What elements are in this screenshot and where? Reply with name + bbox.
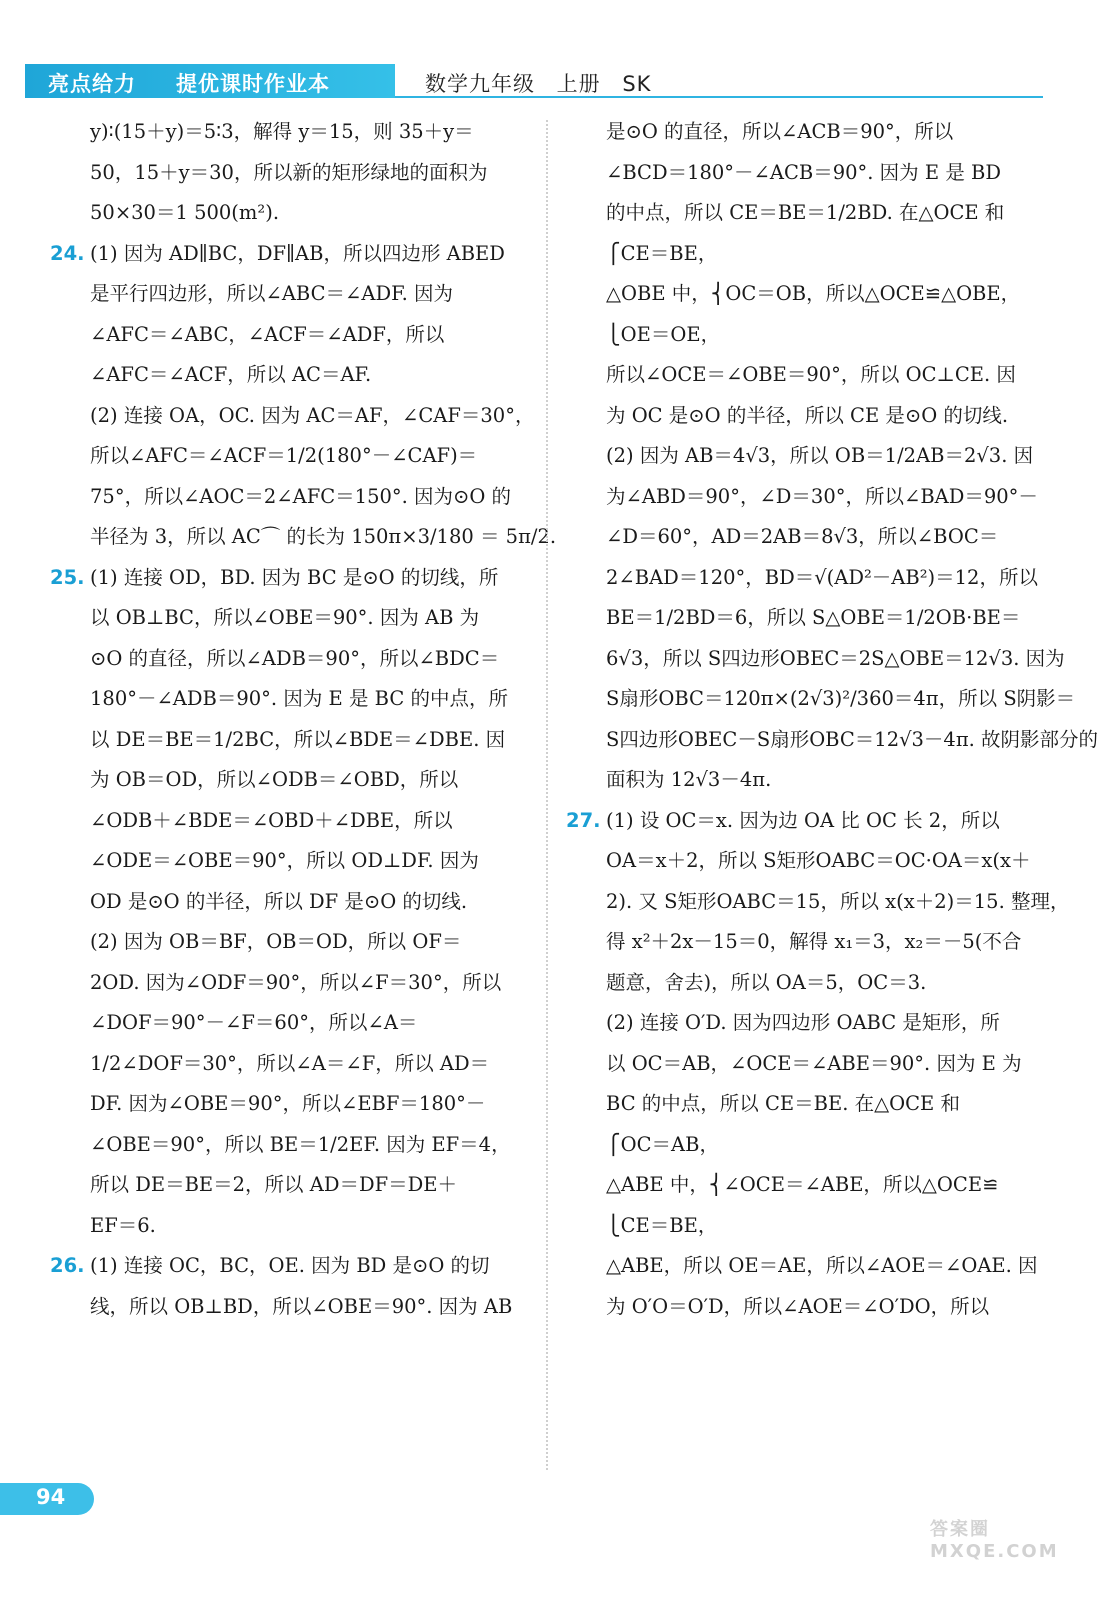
- answer-text: ∠D＝60°，AD＝2AB＝8√3，所以∠BOC＝: [606, 525, 999, 548]
- answer-text: 2∠BAD＝120°，BD＝√(AD²－AB²)＝12，所以: [606, 565, 1038, 589]
- question-number: 24.: [50, 241, 85, 265]
- text-line: [566, 1044, 1044, 1085]
- right-column: [566, 112, 1098, 1327]
- text-line: [50, 760, 528, 801]
- text-line: [566, 639, 1065, 680]
- text-line: [566, 558, 1044, 599]
- answer-text: 是平行四边形，所以∠ABC＝∠ADF. 因为: [90, 282, 453, 305]
- text-line: [50, 801, 528, 842]
- answer-text: (1) 连接 OC，BC，OE. 因为 BD 是⊙O 的切: [90, 1254, 490, 1277]
- answer-text: (2) 因为 AB＝4√3，所以 OB＝1/2AB＝2√3. 因: [606, 444, 1034, 467]
- text-line: [566, 1206, 1044, 1247]
- text-line: [50, 598, 528, 639]
- text-line: [566, 598, 1044, 639]
- answer-text: S扇形OBC＝120π×(2√3)²/360＝4π，所以 S阴影＝: [606, 687, 1076, 710]
- text-line: [566, 922, 1044, 963]
- answer-text: OD 是⊙O 的半径，所以 DF 是⊙O 的切线.: [90, 889, 468, 913]
- answer-text: 面积为 12√3－4π.: [606, 768, 772, 791]
- answer-text: 为 O′O＝O′D，所以∠AOE＝∠O′DO，所以: [606, 1294, 990, 1318]
- text-line: [50, 517, 557, 558]
- text-line: [566, 477, 1044, 518]
- text-line: [566, 963, 1044, 1004]
- answer-text: ∠ODE＝∠OBE＝90°，所以 OD⊥DF. 因为: [90, 849, 479, 872]
- text-line: [566, 112, 1044, 153]
- answer-text: 半径为 3，所以 AC⌒ 的长为 150π×3/180 ＝ 5π/2.: [90, 525, 557, 548]
- answer-text: △ABE 中，⎨∠OCE＝∠ABE，所以△OCE≌: [606, 1173, 999, 1196]
- page-header: [0, 58, 1068, 102]
- answer-text: 得 x²＋2x－15＝0，解得 x₁＝3，x₂＝－5(不合: [606, 930, 1022, 953]
- answer-text: 50×30＝1 500(m²).: [90, 201, 280, 224]
- answer-text: y)∶(15＋y)＝5∶3，解得 y＝15，则 35＋y＝: [90, 120, 474, 143]
- answer-text: 50，15＋y＝30，所以新的矩形绿地的面积为: [90, 160, 488, 184]
- text-line: [50, 1084, 528, 1125]
- text-line: [50, 1287, 528, 1328]
- text-line: [50, 922, 528, 963]
- answer-text: 75°，所以∠AOC＝2∠AFC＝150°. 因为⊙O 的: [90, 484, 512, 508]
- answer-text: 所以∠OCE＝∠OBE＝90°，所以 OC⊥CE. 因: [606, 363, 1016, 386]
- text-line: [50, 234, 528, 275]
- text-line: [50, 436, 528, 477]
- answer-text: S四边形OBEC－S扇形OBC＝12√3－4π. 故阴影部分的: [606, 727, 1098, 751]
- text-line: [50, 1003, 528, 1044]
- text-line: [566, 1125, 1044, 1166]
- answer-text: (1) 因为 AD∥BC，DF∥AB，所以四边形 ABED: [90, 241, 505, 265]
- answer-text: 180°－∠ADB＝90°. 因为 E 是 BC 的中点，所: [90, 687, 508, 710]
- text-line: [566, 436, 1044, 477]
- answer-text: 1/2∠DOF＝30°，所以∠A＝∠F，所以 AD＝: [90, 1051, 490, 1075]
- question-number: 26.: [50, 1254, 85, 1277]
- answer-text: 的中点，所以 CE＝BE＝1/2BD. 在△OCE 和: [606, 201, 1005, 224]
- answer-text: △OBE 中，⎨OC＝OB，所以△OCE≌△OBE，: [606, 282, 1021, 305]
- answer-text: (1) 设 OC＝x. 因为边 OA 比 OC 长 2，所以: [606, 808, 1000, 832]
- text-line: [566, 720, 1098, 761]
- answer-text: ⎧CE＝BE，: [606, 241, 718, 265]
- text-line: [566, 841, 1044, 882]
- question-number: 25.: [50, 565, 85, 589]
- answer-text: (1) 连接 OD，BD. 因为 BC 是⊙O 的切线，所: [90, 565, 499, 589]
- page-number: 94: [36, 1485, 66, 1509]
- text-line: [566, 274, 1044, 315]
- answer-text: ∠ODB＋∠BDE＝∠OBD＋∠DBE，所以: [90, 808, 453, 832]
- text-line: [566, 517, 1044, 558]
- text-line: [566, 234, 1044, 275]
- text-line: [50, 153, 528, 194]
- answer-text: (2) 连接 OA，OC. 因为 AC＝AF，∠CAF＝30°，: [90, 403, 535, 427]
- answer-text: DF. 因为∠OBE＝90°，所以∠EBF＝180°－: [90, 1092, 486, 1115]
- answer-text: EF＝6.: [90, 1213, 156, 1237]
- text-line: [50, 882, 528, 923]
- answer-text: 题意，舍去)，所以 OA＝5，OC＝3.: [606, 970, 927, 994]
- answer-text: △ABE，所以 OE＝AE，所以∠AOE＝∠OAE. 因: [606, 1254, 1038, 1277]
- answer-text: ∠OBE＝90°，所以 BE＝1/2EF. 因为 EF＝4，: [90, 1132, 511, 1156]
- answer-text: 以 OC＝AB，∠OCE＝∠ABE＝90°. 因为 E 为: [606, 1051, 1022, 1075]
- answer-text: 为 OC 是⊙O 的半径，所以 CE 是⊙O 的切线.: [606, 403, 1009, 427]
- text-line: [50, 1246, 528, 1287]
- text-line: [50, 841, 528, 882]
- text-line: [566, 1003, 1044, 1044]
- left-column: [50, 112, 557, 1327]
- answer-text: 所以 DE＝BE＝2，所以 AD＝DF＝DE＋: [90, 1173, 457, 1196]
- answer-text: BE＝1/2BD＝6，所以 S△OBE＝1/2OB·BE＝: [606, 606, 1021, 629]
- text-line: [50, 558, 528, 599]
- answer-text: 线，所以 OB⊥BD，所以∠OBE＝90°. 因为 AB: [90, 1294, 513, 1318]
- answer-text: BC 的中点，所以 CE＝BE. 在△OCE 和: [606, 1092, 960, 1115]
- answer-text: (2) 连接 O′D. 因为四边形 OABC 是矩形，所: [606, 1011, 1000, 1034]
- question-number: 27.: [566, 808, 601, 832]
- answer-text: 6√3，所以 S四边形OBEC＝2S△OBE＝12√3. 因为: [606, 646, 1065, 670]
- text-line: [566, 396, 1044, 437]
- answer-text: 为 OB＝OD，所以∠ODB＝∠OBD，所以: [90, 768, 459, 791]
- text-line: [566, 801, 1044, 842]
- answer-text: 以 OB⊥BC，所以∠OBE＝90°. 因为 AB 为: [90, 606, 480, 629]
- text-line: [50, 315, 528, 356]
- text-line: [50, 679, 528, 720]
- answer-text: 2OD. 因为∠ODF＝90°，所以∠F＝30°，所以: [90, 970, 502, 994]
- text-line: [566, 193, 1044, 234]
- text-line: [50, 1206, 528, 1247]
- text-line: [566, 882, 1070, 923]
- answer-text: ∠BCD＝180°－∠ACB＝90°. 因为 E 是 BD: [606, 160, 1001, 184]
- answer-text: 为∠ABD＝90°，∠D＝30°，所以∠BAD＝90°－: [606, 484, 1038, 508]
- answer-text: ∠DOF＝90°－∠F＝60°，所以∠A＝: [90, 1011, 418, 1034]
- answer-text: ⎩OE＝OE，: [606, 322, 721, 346]
- text-line: [50, 355, 528, 396]
- text-line: [566, 355, 1044, 396]
- answer-text: 所以∠AFC＝∠ACF＝1/2(180°－∠CAF)＝: [90, 444, 478, 467]
- text-line: [50, 1125, 528, 1166]
- text-line: [50, 193, 528, 234]
- text-line: [50, 396, 535, 437]
- text-line: [566, 1165, 1044, 1206]
- answer-text: 是⊙O 的直径，所以∠ACB＝90°，所以: [606, 120, 954, 143]
- text-line: [566, 1246, 1044, 1287]
- text-line: [50, 1165, 528, 1206]
- text-line: [566, 153, 1044, 194]
- answer-text: OA＝x＋2，所以 S矩形OABC＝OC·OA＝x(x＋: [606, 849, 1031, 872]
- answer-text: (2) 因为 OB＝BF，OB＝OD，所以 OF＝: [90, 930, 462, 953]
- answer-text: ⎩CE＝BE，: [606, 1213, 718, 1237]
- answer-text: ∠AFC＝∠ACF，所以 AC＝AF.: [90, 363, 372, 386]
- text-line: [566, 679, 1076, 720]
- answer-text: 以 DE＝BE＝1/2BC，所以∠BDE＝∠DBE. 因: [90, 727, 506, 751]
- brand-title: 亮点给力: [48, 72, 136, 96]
- text-line: [566, 1084, 1044, 1125]
- answer-text: ⎧OC＝AB，: [606, 1132, 719, 1156]
- column-divider: [546, 120, 548, 1470]
- header-rule: [395, 96, 1043, 98]
- text-line: [50, 274, 528, 315]
- text-line: [50, 639, 528, 680]
- text-line: [566, 760, 1044, 801]
- text-line: [50, 477, 528, 518]
- answer-text: ⊙O 的直径，所以∠ADB＝90°，所以∠BDC＝: [90, 646, 500, 670]
- watermark: 答案圈 MXQE.COM: [930, 1519, 1059, 1562]
- answer-text: 2). 又 S矩形OABC＝15，所以 x(x＋2)＝15. 整理，: [606, 889, 1070, 913]
- text-line: [50, 1044, 528, 1085]
- text-line: [50, 112, 528, 153]
- text-line: [566, 1287, 1044, 1328]
- series-subtitle: 提优课时作业本: [176, 72, 330, 96]
- text-line: [50, 720, 528, 761]
- book-info: 数学九年级 上册 SK: [425, 72, 652, 96]
- text-line: [50, 963, 528, 1004]
- text-line: [566, 315, 1044, 356]
- answer-text: ∠AFC＝∠ABC，∠ACF＝∠ADF，所以: [90, 322, 445, 346]
